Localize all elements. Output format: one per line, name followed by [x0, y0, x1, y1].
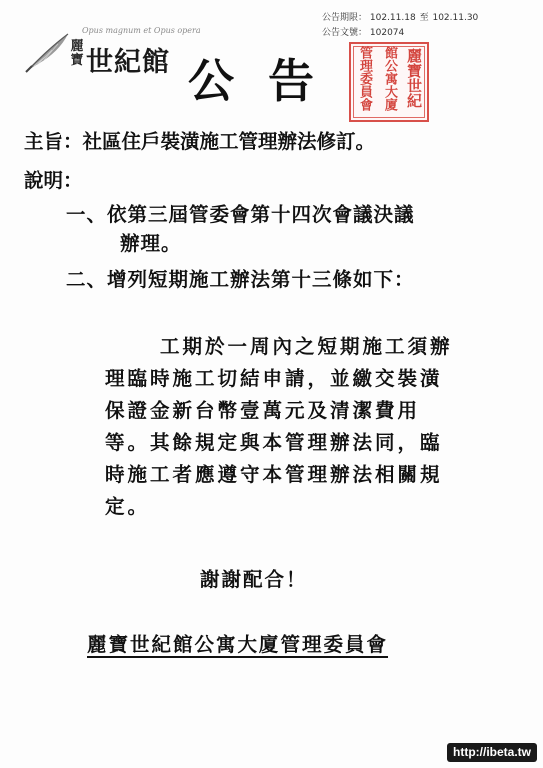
- explanation-label: 說明：: [24, 169, 83, 192]
- clause-line: 理臨時施工切結申請，並繳交裝潢: [105, 367, 443, 390]
- seal-column-3: 管理委員會: [357, 46, 372, 111]
- notice-number-label: 公告文號：: [322, 28, 368, 38]
- notice-period-start: 102.11.18: [369, 13, 416, 23]
- brand-logo: [24, 22, 201, 82]
- notice-period-to: 至: [419, 13, 429, 23]
- clause-line: 定。: [105, 495, 151, 518]
- notice-period-row: [322, 11, 478, 26]
- explanation-item-2: 二、增列短期施工辦法第十三條如下：: [66, 268, 415, 291]
- quill-icon: [24, 30, 72, 74]
- logo-tagline: Opus magnum et Opus opera: [82, 26, 201, 35]
- clause-line: 工期於一周內之短期施工須辦: [160, 335, 453, 358]
- notice-number-row: [322, 26, 478, 41]
- clause-line: 等。其餘規定與本管理辦法同，臨: [105, 431, 443, 454]
- clause-line: 時施工者應遵守本管理辦法相關規: [105, 463, 443, 486]
- explanation-item-1-cont: 辦理。: [120, 232, 182, 255]
- logo-brand-small: 麗寶: [70, 39, 84, 68]
- explanation-item-1: 一、依第三屆管委會第十四次會議決議: [66, 203, 415, 226]
- subject-line: 主旨：社區住戶裝潢施工管理辦法修訂。: [24, 130, 376, 153]
- notice-meta: [322, 11, 478, 41]
- notice-period-end: 102.11.30: [432, 13, 479, 23]
- watermark-url: http://ibeta.tw: [447, 743, 537, 762]
- notice-period-label: 公告期限：: [322, 13, 368, 23]
- signature: 麗寶世紀館公寓大廈管理委員會: [87, 633, 389, 656]
- thanks-text: 謝謝配合！: [200, 568, 308, 591]
- logo-brand-large: 世紀館: [86, 47, 170, 78]
- clause-line: 保證金新台幣壹萬元及清潔費用: [105, 399, 421, 422]
- page-title: 公告: [188, 54, 348, 108]
- seal-column-2: 館公寓大廈: [382, 46, 397, 111]
- notice-number: 102074: [369, 28, 405, 38]
- official-seal: [349, 42, 429, 122]
- seal-column-1: 麗寶世紀: [405, 48, 423, 108]
